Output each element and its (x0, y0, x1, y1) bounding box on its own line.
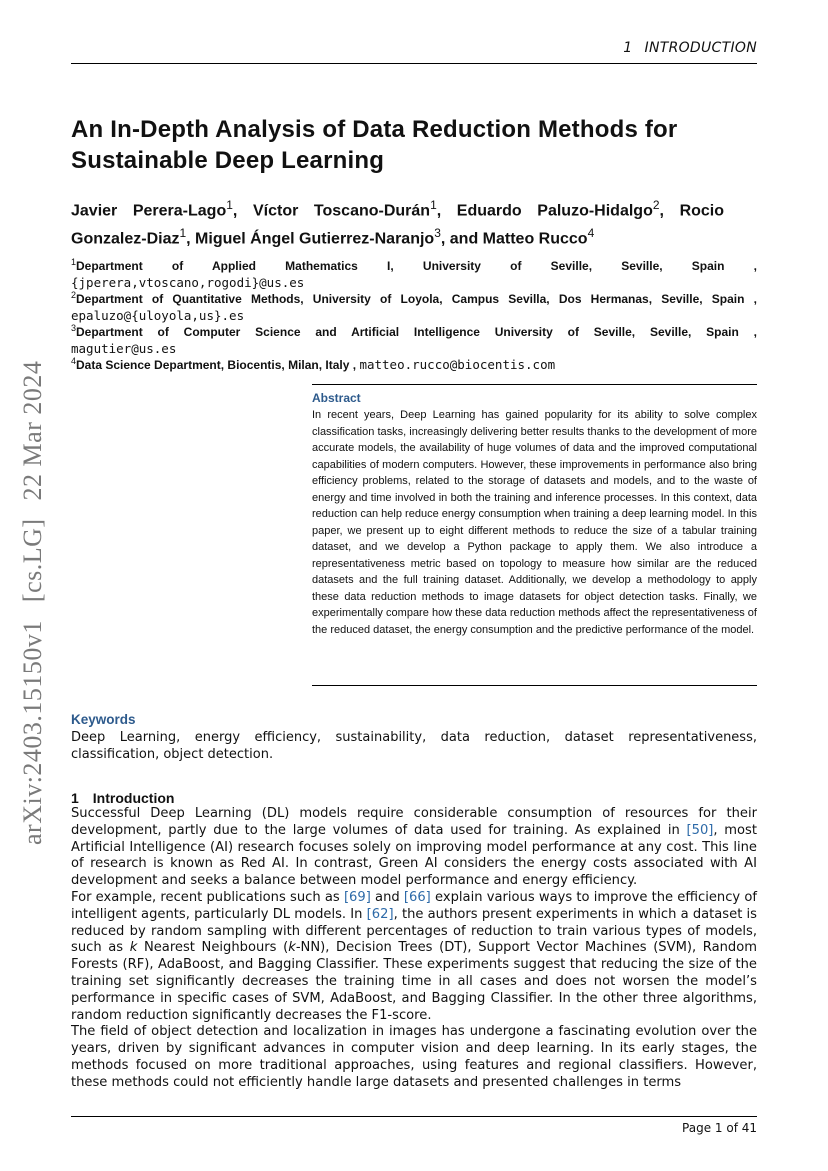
affiliation-mark: 2 (71, 290, 77, 300)
author-affiliation-mark: 3 (434, 226, 441, 241)
affiliation-department: $^4$Data Science Department, Biocentis, Milan, Italy , (71, 356, 357, 372)
arxiv-date: 22 Mar 2024 (18, 360, 47, 501)
affiliation-email: magutier@us.es (71, 340, 177, 356)
citation-link[interactable]: [66] (403, 889, 431, 905)
author-name: Rocio Gonzalez-Diaz (71, 202, 725, 248)
abstract-box (312, 384, 757, 686)
author-name: Víctor Toscano-Durán (252, 202, 431, 220)
affiliation-department: $^2$Department of Quantitative Methods, University of Loyola, Campus Sevilla, Dos Hermanas, Seville, Spain , (71, 290, 757, 306)
running-header-title: INTRODUCTION (644, 40, 757, 56)
running-header-number: 1 (623, 40, 633, 56)
affiliation-department: $^1$Department of Applied Mathematics I, University of Seville, Seville, Spain , (71, 257, 757, 273)
affiliation-department: $^3$Department of Computer Science and Artificial Intelligence University of Seville, Seville, Spain , (71, 323, 757, 339)
citation-link[interactable]: [69] (343, 889, 371, 905)
abstract-heading: Abstract (312, 391, 361, 405)
affiliation-mark: 4 (71, 356, 77, 366)
arxiv-stamp (18, 345, 48, 845)
page-number: Page 1 of 41 (682, 1121, 757, 1135)
author-name: Miguel Ángel Gutierrez-Naranjo (195, 230, 435, 248)
paragraph: For example, recent publications such as [69] and [66] explain various ways to improve the efficiency of intelligent agents, particularly DL models. In [62], the authors present experiments in which a dataset is reduced by random sampling with different percentages of reduction to train various types of models, such as k Nearest Neighbours (k-NN), Decision Trees (DT), Support Vector Machines (SVM), Random Forests (RF), AdaBoost, and Bagging Classifier. These experiments suggest that reducing the size of the training set significantly decreases the training time in all cases and does not worsen the model’s performance in specific cases of SVM, AdaBoost, and Bagging Classifier. In the other three algorithms, random reduction significantly decreases the F1-score. (71, 889, 757, 1023)
keywords-heading: Keywords (71, 712, 136, 727)
keywords-text: Deep Learning, energy efficiency, sustainability, data reduction, dataset representativeness, classification, object detection. (71, 730, 757, 762)
paragraph: The field of object detection and localization in images has undergone a fascinating evolution over the years, driven by significant advances in computer vision and deep learning. In its early stages, the methods focused on more traditional approaches, using features and regional classifiers. However, these methods could not efficiently handle large datasets and presented challenges in terms (71, 1024, 757, 1090)
affiliation-2 (71, 287, 757, 324)
section-heading (71, 790, 174, 806)
author-separator: , (659, 202, 680, 220)
math-k: k (129, 940, 138, 956)
running-header (623, 40, 757, 56)
author-separator: , and (440, 230, 483, 248)
author-affiliation-mark: 4 (587, 226, 595, 241)
affiliation-4 (71, 353, 757, 374)
affiliation-email: matteo.rucco@biocentis.com (359, 357, 556, 372)
arxiv-id: arXiv:2403.15150v1 (18, 620, 47, 845)
author-separator: , (186, 230, 196, 248)
author-affiliation-mark: 1 (226, 198, 233, 212)
author-list (71, 194, 724, 251)
author-affiliation-mark: 2 (652, 198, 660, 212)
affiliation-email: epaluzo@{uloyola,us}.es (71, 307, 245, 323)
arxiv-category: [cs.LG] (18, 518, 47, 603)
abstract-text: In recent years, Deep Learning has gained popularity for its ability to solve complex classification tasks, increasingly delivering better results thanks to the development of more accurate models, the availability of huge volumes of data and the improved computational capabilities of modern computers. However, these improvements in performance also bring efficiency problems, related to the storage of datasets and models, and to the waste of energy and time involved in both the training and inference processes. In this context, data reduction can help reduce energy consumption when training a deep learning model. In this paper, we present up to eight different methods to reduce the size of a tabular training dataset, and we develop a Python package to apply them. We also introduce a representativeness metric based on topology to measure how similar are the reduced datasets and the full training dataset. Additionally, we develop a methodology to apply these data reduction methods to image datasets for object detection tasks. Finally, we experimentally compare how these data reduction methods affect the representativeness of the reduced dataset, the energy consumption and the predictive performance of the model. (312, 409, 757, 636)
affiliation-mark: 1 (71, 257, 77, 267)
paragraph: Successful Deep Learning (DL) models require considerable consumption of resources for their development, partly due to the large volumes of data used for training. As explained in [50], most Artificial Intelligence (AI) research focuses solely on improving model performance at any cost. This line of research is known as Red AI. In contrast, Green AI considers the energy costs associated with AI development and seeks a balance between model performance and energy efficiency. (71, 806, 758, 889)
paper-title: An In-Depth Analysis of Data Reduction Methods for Sustainable Deep Learning (71, 116, 678, 174)
author-affiliation-mark: 1 (179, 226, 187, 241)
footer-rule (71, 1116, 757, 1117)
header-rule (71, 63, 757, 64)
author-separator: , (232, 202, 253, 220)
section-body (71, 806, 757, 1092)
author-name: Javier Perera-Lago (71, 202, 227, 220)
citation-link[interactable]: [50] (686, 822, 714, 838)
section-title: Introduction (92, 790, 175, 806)
affiliation-1 (71, 254, 757, 291)
author-name: Matteo Rucco (482, 230, 588, 248)
section-number: 1 (71, 790, 79, 806)
author-name: Eduardo Paluzo-Hidalgo (456, 202, 653, 220)
affiliation-mark: 3 (71, 323, 77, 333)
author-separator: , (436, 202, 457, 220)
author-affiliation-mark: 1 (430, 198, 437, 212)
math-k: k (288, 940, 296, 956)
affiliation-3 (71, 320, 757, 357)
citation-link[interactable]: [62] (366, 906, 394, 922)
affiliation-email: {jperera,vtoscano,rogodi}@us.es (71, 274, 305, 290)
